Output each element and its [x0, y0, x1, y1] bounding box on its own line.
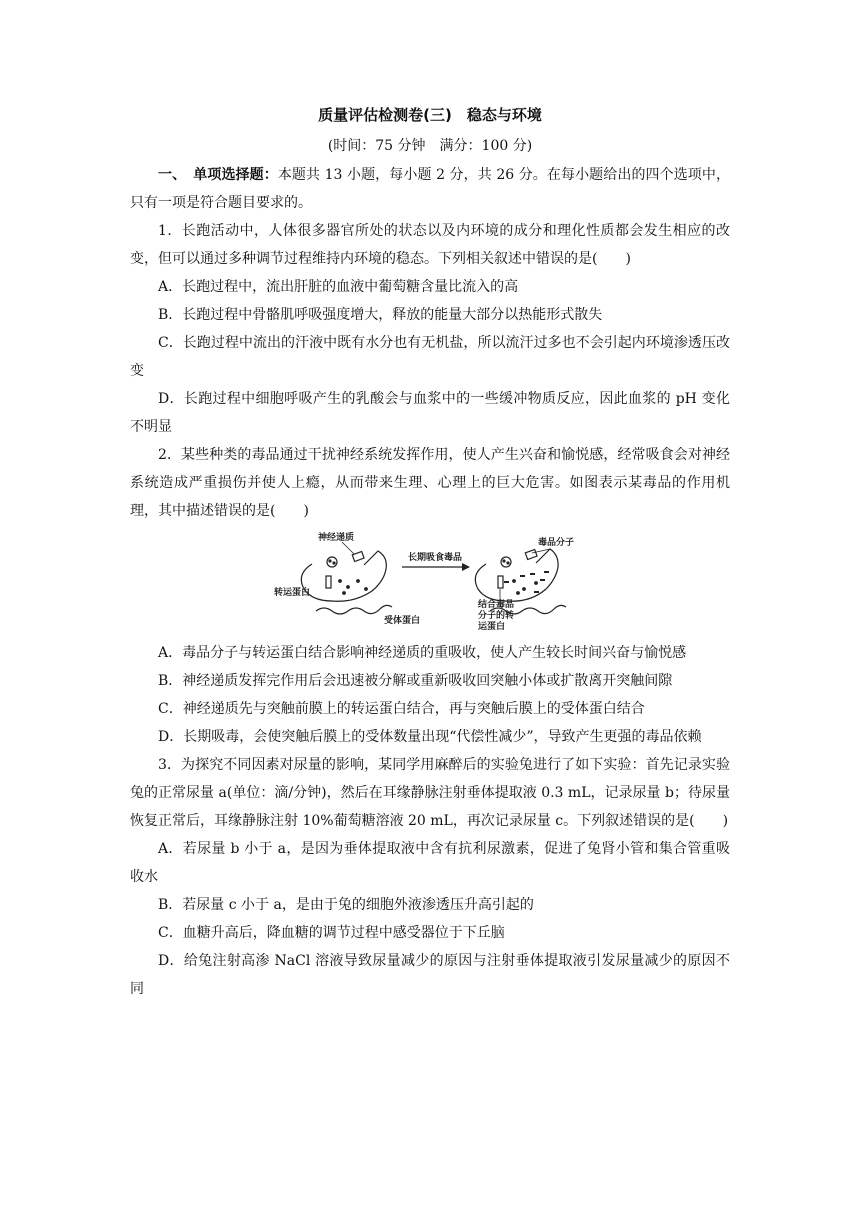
section-heading — [130, 161, 730, 217]
section-label: 一、 单项选择题： — [158, 167, 278, 183]
question-3-option-b: B．若尿量 c 小于 a，是由于兔的细胞外液渗透压升高引起的 — [158, 897, 534, 913]
question-1-option-a: A．长跑过程中，流出肝脏的血液中葡萄糖含量比流入的高 — [158, 279, 519, 295]
synapse-diagram — [274, 529, 584, 633]
synapse-figure — [130, 529, 730, 633]
section-description: 本题共 13 小题，每小题 2 分，共 26 分。在每小题给出的四个选项中，只有一项是符合题目要求的。 — [130, 167, 730, 211]
process-arrow-head — [462, 563, 470, 571]
question-3-stem: 3．为探究不同因素对尿量的影响，某同学用麻醉后的实验兔进行了如下实验：首先记录实验兔的正常尿量 a(单位：滴/分钟)，然后在耳缘静脉注射垂体提取液 0.3 mL，记录尿量 b；待尿量恢复正常后，耳缘静脉注射 10%葡萄糖溶液 20 mL，再次记录尿量 c。下列叙述错误的是( ) — [130, 757, 730, 829]
drug-molecules — [504, 571, 549, 593]
label-bound-transporter-1: 结合毒品 — [478, 600, 515, 610]
label-long-term-drug-use: 长期吸食毒品 — [408, 553, 463, 563]
left-receptor-site — [352, 551, 364, 561]
label-receptor-protein: 受体蛋白 — [384, 616, 421, 626]
left-transporter-shape — [326, 576, 331, 588]
question-2-stem: 2．某些种类的毒品通过干扰神经系统发挥作用，使人产生兴奋和愉悦感，经常吸食会对神经系统造成严重损伤并使人上瘾，从而带来生理、心理上的巨大危害。如图表示某毒品的作用机理，其中描述错误的是( ) — [130, 447, 730, 519]
right-transporter-shape — [498, 576, 503, 588]
label-bound-transporter-2: 分子的转 — [478, 611, 515, 621]
left-vesicle — [327, 557, 337, 567]
question-2-option-c: C．神经递质先与突触前膜上的转运蛋白结合，再与突触后膜上的受体蛋白结合 — [158, 701, 645, 717]
left-postsynaptic-membrane — [316, 605, 392, 614]
question-3-option-d: D．给兔注射高渗 NaCl 溶液导致尿量减少的原因与注射垂体提取液引发尿量减少的原因不同 — [130, 953, 730, 997]
label-drug-molecule: 毒品分子 — [538, 538, 575, 548]
label-neurotransmitter: 神经递质 — [318, 533, 355, 543]
content — [130, 161, 730, 1003]
question-1-stem: 1．长跑活动中，人体很多器官所处的状态以及内环境的成分和理化性质都会发生相应的改变，但可以通过多种调节过程维持内环境的稳态。下列相关叙述中错误的是( ) — [130, 223, 730, 267]
question-1-option-d: D．长跑过程中细胞呼吸产生的乳酸会与血浆中的一些缓冲物质反应，因此血浆的 pH 变化不明显 — [130, 391, 730, 435]
right-vesicle — [501, 557, 511, 567]
question-2-option-d: D．长期吸毒，会使突触后膜上的受体数量出现“代偿性减少”，导致产生更强的毒品依赖 — [158, 729, 702, 745]
question-2-option-b: B．神经递质发挥完作用后会迅速被分解或重新吸收回突触小体或扩散离开突触间隙 — [158, 673, 673, 689]
left-label-leader — [342, 542, 354, 554]
page-title: 质量评估检测卷(三) 稳态与环境 — [318, 106, 542, 124]
label-bound-transporter-3: 运蛋白 — [478, 622, 506, 632]
label-transporter-protein: 转运蛋白 — [274, 588, 311, 598]
left-synapse — [301, 551, 392, 614]
question-3-option-a: A．若尿量 b 小于 a，是因为垂体提取液中含有抗利尿激素，促进了兔肾小管和集合管重吸收水 — [130, 841, 730, 885]
question-1-option-b: B．长跑过程中骨骼肌呼吸强度增大，释放的能量大部分以热能形式散失 — [158, 307, 603, 323]
question-1-option-c: C．长跑过程中流出的汗液中既有水分也有无机盐，所以流汗过多也不会引起内环境渗透压改变 — [130, 335, 730, 379]
question-2-option-a: A．毒品分子与转运蛋白结合影响神经递质的重吸收，使人产生较长时间兴奋与愉悦感 — [158, 645, 687, 661]
right-receptor-site — [525, 549, 537, 559]
question-3-option-c: C．血糖升高后，降血糖的调节过程中感受器位于下丘脑 — [158, 925, 505, 941]
page-subtitle: (时间：75 分钟 满分：100 分) — [327, 138, 533, 154]
